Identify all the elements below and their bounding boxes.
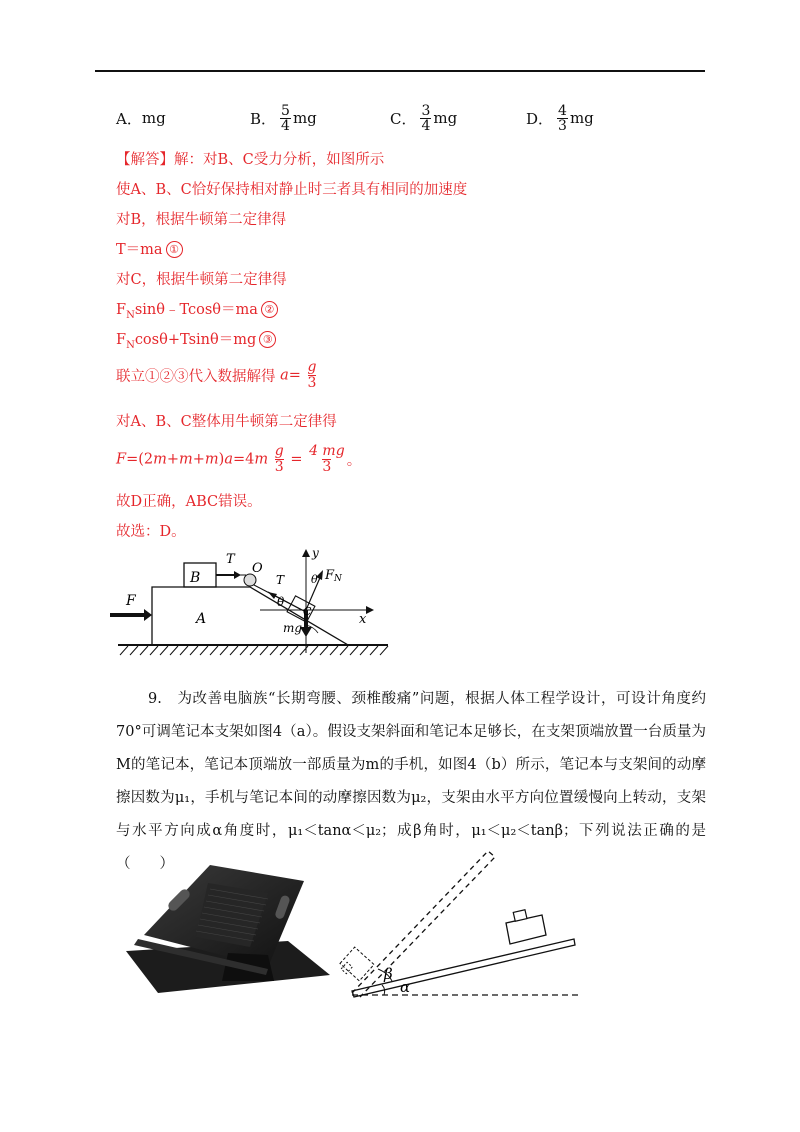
force-diagram [110,545,400,660]
option-value: mg [141,109,166,127]
solution-answer: 故选：D。 [116,524,186,540]
ground-hatching [118,645,388,655]
equals: = [290,451,303,468]
equation-number: ③ [259,331,276,348]
solve-acceleration [116,360,319,391]
label-alpha: α [400,978,411,996]
fraction-denominator: 3 [274,459,284,475]
label-mg: mg [283,621,303,635]
equation-2 [116,298,278,321]
phone-block [513,910,527,921]
fraction [309,444,345,475]
fraction-numerator: 5 [281,102,290,119]
equation-1 [116,238,183,259]
label-theta: θ [311,573,318,586]
label-fn [324,568,343,584]
fraction-denominator: 3 [558,117,567,134]
label-theta: θ [277,595,285,609]
solution-text: 解：对B、C受力分析，如图所示 [174,152,385,168]
whole-system-equation [116,444,361,475]
steep-position [352,851,495,997]
fraction-denominator: 3 [322,459,332,475]
option-c [390,100,457,136]
solution-line: 对A、B、C整体用牛顿第二定律得 [116,414,337,430]
math-text: + [166,451,180,468]
dashed-laptop [340,947,374,981]
solution-line: 对B，根据牛顿第二定律得 [116,212,287,228]
math-text: ) [218,451,225,468]
math-text: =(2 [126,451,154,468]
option-value: mg [292,109,317,127]
fraction-numerator: 4 mg [309,443,345,459]
option-d [526,100,594,136]
fraction-denominator: 3 [307,375,317,391]
label-y: y [312,546,319,560]
dashed-phone [341,962,352,973]
arrow-t-b [216,571,241,579]
fraction [275,444,284,475]
equation-number: ② [261,301,278,318]
period: 。 [346,453,362,469]
label-fn-main: F [325,568,335,583]
block-a [152,587,348,645]
label-fn-sub: N [334,574,342,584]
equation-text: F [116,302,127,318]
label-f: F [126,593,136,609]
option-letter: A． [116,109,142,128]
option-value: mg [569,109,594,127]
option-letter: B． [250,109,277,128]
y-axis-head [302,549,310,557]
equation-text: T＝ma [116,242,163,258]
equation-3 [116,328,276,351]
label-x: x [359,612,367,627]
solution-line: 故D正确，ABC错误。 [116,494,262,510]
option-fraction [420,104,431,133]
label-b: B [190,570,201,586]
fraction-numerator: 4 [558,102,567,119]
equals: = [288,367,301,384]
option-fraction [280,104,291,133]
equation-number: ① [166,241,183,258]
fraction-numerator: g [307,359,317,375]
incline-diagram [330,845,580,1000]
laptop-stand-photo [118,855,333,1005]
subscript: N [126,339,135,351]
header-rule [95,70,705,72]
label-t-c: T [276,573,285,587]
variable: a [224,451,233,468]
variable: a [280,367,289,384]
subscript: N [126,309,135,321]
label-beta: β [384,965,393,983]
fraction-numerator: g [274,443,284,459]
math-text: + [192,451,205,468]
variable: m [153,451,167,468]
variable: m [179,451,193,468]
option-value: mg [433,109,458,127]
fraction-denominator: 4 [281,117,290,134]
fraction-denominator: 4 [421,117,431,134]
equation-text: cosθ+Tsinθ＝mg [134,332,257,348]
equation-text: F [116,332,127,348]
math-text: =4 [233,451,255,468]
label-a: A [196,611,207,627]
solution-intro [116,148,384,169]
fraction-numerator: 3 [421,102,431,119]
variable: m [254,451,269,468]
x-axis-head [366,606,374,614]
option-a [116,100,166,136]
fraction [308,360,317,391]
label-o: O [252,561,263,576]
question-number: 9. [148,691,162,707]
arrow-f [110,609,152,621]
solution-line: 对C，根据牛顿第二定律得 [116,272,287,288]
variable: F [116,451,127,468]
option-fraction [557,104,568,133]
equation-text: sinθ﹣Tcosθ＝ma [134,302,258,318]
label-t-b: T [226,552,235,567]
solution-text: 联立①②③代入数据解得 [116,369,276,385]
option-b [250,100,317,136]
variable: m [204,451,219,468]
option-letter: D． [526,109,554,128]
label-c: C [303,605,312,618]
question-text: 为改善电脑族“长期弯腰、颈椎酸痛”问题，根据人体工程学设计，可设计角度约70°可调笔记本支架如图4（a）。假设支架斜面和笔记本足够长，在支架顶端放置一台质量为M的笔记本，笔记本顶端放一部质量为m的手机，如图4（b）所示，笔记本与支架间的动摩擦因数为μ₁，手机与笔记本间的动摩擦因数为μ₂，支架由水平方向位置缓慢向上转动，支架与水平方向成α角度时，μ₁＜tanα＜μ₂；成β角时，μ₁＜μ₂＜tanβ；下列说法正确的是（ ） [116,691,706,872]
solution-line: 使A、B、C恰好保持相对静止时三者具有相同的加速度 [116,182,468,198]
solution-tag: 【解答】 [116,152,174,168]
option-letter: C． [390,109,417,128]
